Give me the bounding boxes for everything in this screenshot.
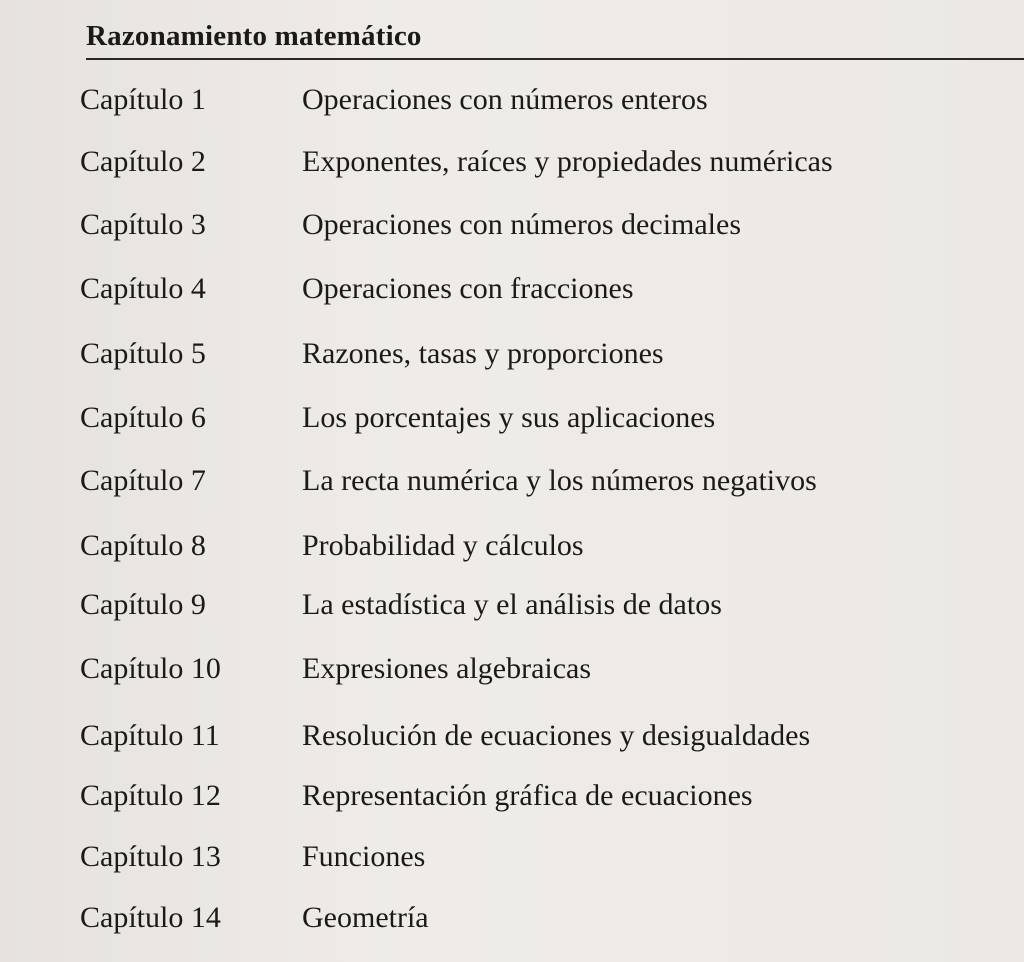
chapter-number: Capítulo 11 (80, 719, 220, 752)
chapter-title: Los porcentajes y sus aplicaciones (302, 401, 716, 434)
chapter-number: Capítulo 7 (80, 464, 206, 497)
chapter-title: Operaciones con fracciones (302, 272, 634, 305)
chapter-title: La recta numérica y los números negativos (302, 464, 817, 497)
section-title: Razonamiento matemático (86, 20, 422, 52)
chapter-number: Capítulo 8 (80, 529, 206, 562)
chapter-number: Capítulo 6 (80, 401, 206, 434)
chapter-title: Exponentes, raíces y propiedades numéricas (302, 145, 833, 178)
chapter-title: Operaciones con números decimales (302, 208, 741, 241)
toc-row (80, 205, 741, 245)
chapter-title: Expresiones algebraicas (302, 652, 592, 685)
toc-row (80, 461, 817, 501)
chapter-title: Funciones (302, 840, 426, 873)
chapter-number: Capítulo 4 (80, 272, 206, 305)
chapter-number: Capítulo 9 (80, 588, 206, 621)
toc-row (80, 269, 634, 309)
toc-row (80, 898, 429, 938)
chapter-number: Capítulo 5 (80, 337, 206, 370)
chapter-title: Geometría (302, 901, 429, 934)
chapter-title: Resolución de ecuaciones y desigualdades (302, 719, 811, 752)
toc-row (80, 526, 584, 566)
title-rule (86, 58, 1024, 60)
chapter-title: Operaciones con números enteros (302, 83, 708, 116)
chapter-number: Capítulo 10 (80, 652, 221, 685)
toc-row (80, 398, 715, 438)
chapter-title: Razones, tasas y proporciones (302, 337, 664, 370)
chapter-title: Probabilidad y cálculos (302, 529, 584, 562)
chapter-number: Capítulo 3 (80, 208, 206, 241)
chapter-title: La estadística y el análisis de datos (302, 588, 722, 621)
chapter-title: Representación gráfica de ecuaciones (302, 779, 753, 812)
toc-row (80, 649, 591, 689)
toc-row (80, 716, 810, 756)
toc-row (80, 776, 753, 816)
chapter-number: Capítulo 14 (80, 901, 221, 934)
chapter-number: Capítulo 1 (80, 83, 206, 116)
chapter-number: Capítulo 12 (80, 779, 221, 812)
toc-row (80, 837, 425, 877)
chapter-number: Capítulo 13 (80, 840, 221, 873)
toc-row (80, 142, 833, 182)
toc-row (80, 80, 708, 120)
chapter-number: Capítulo 2 (80, 145, 206, 178)
toc-row (80, 334, 664, 374)
toc-row (80, 585, 722, 625)
